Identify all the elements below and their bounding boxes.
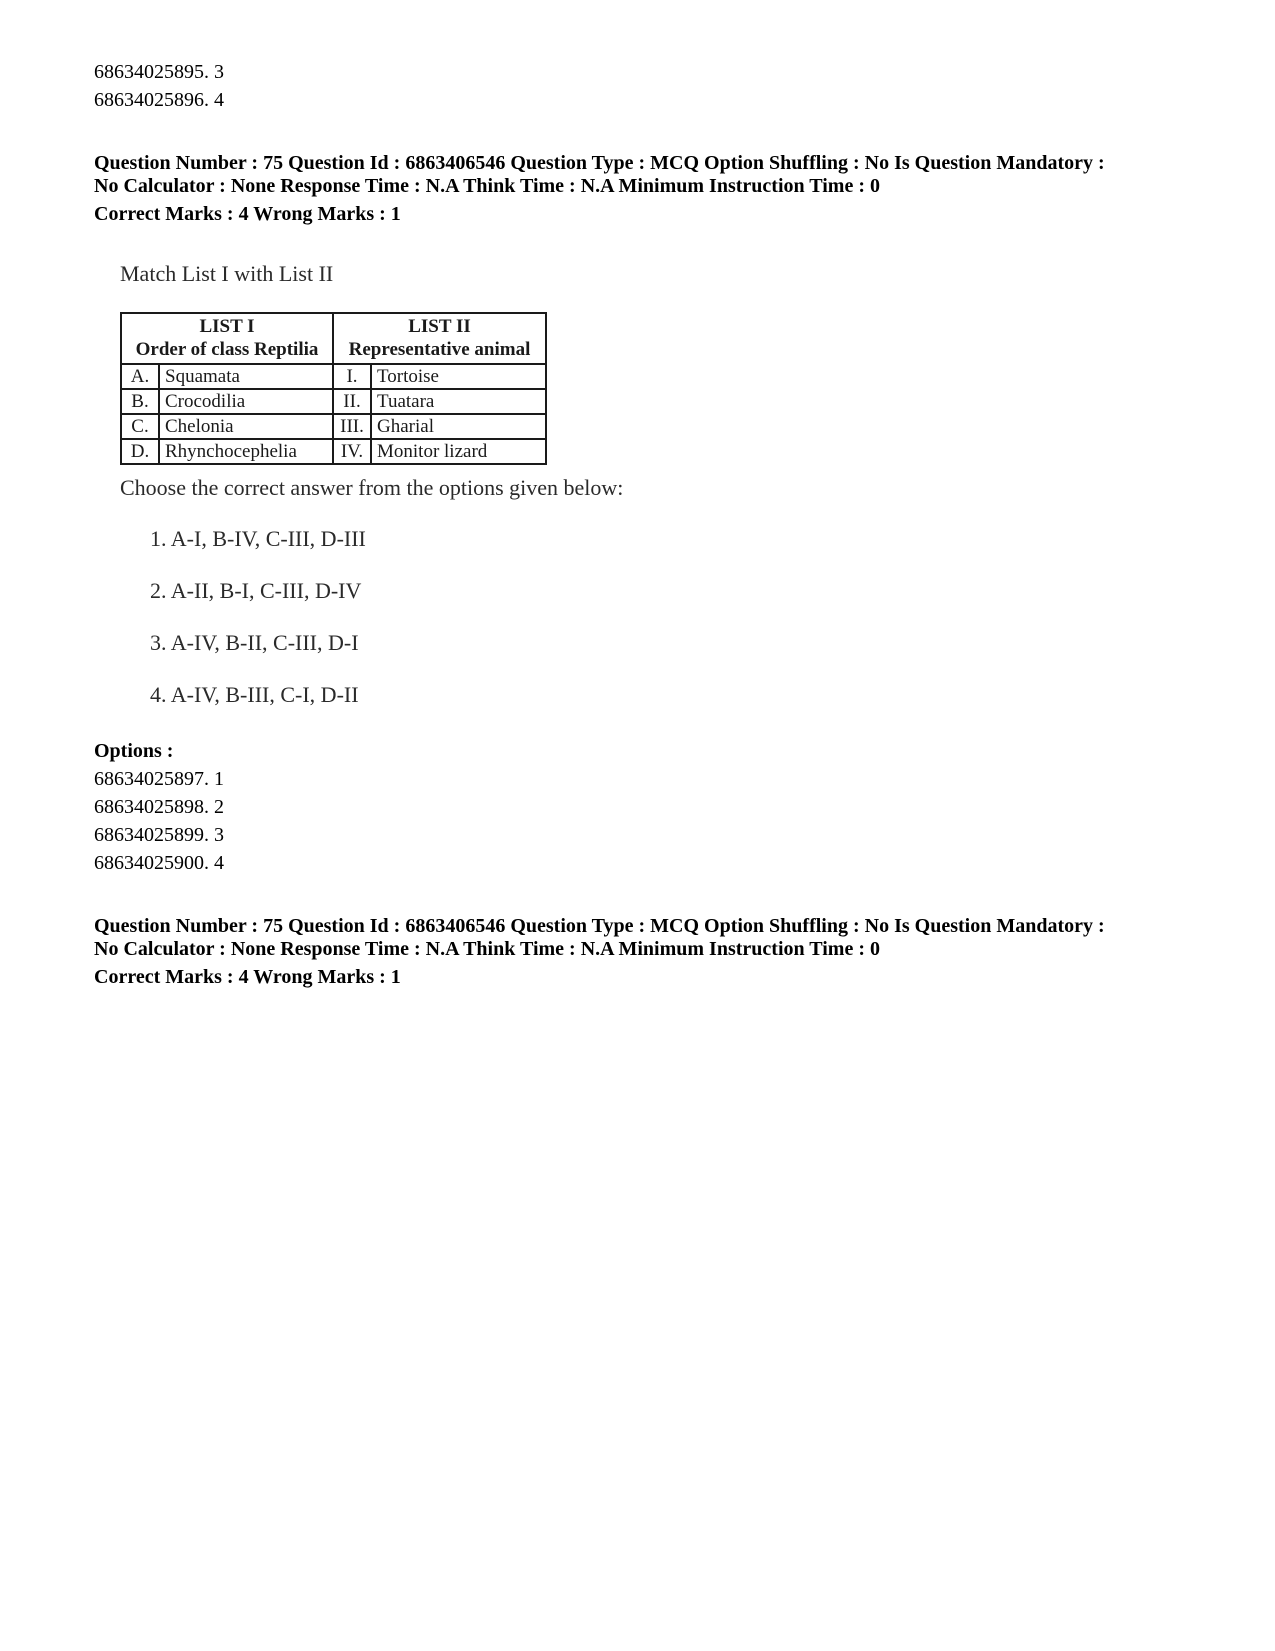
table-row bbox=[121, 439, 546, 464]
question-marks: Correct Marks : 4 Wrong Marks : 1 bbox=[94, 203, 401, 225]
table-row bbox=[121, 364, 546, 389]
question-body bbox=[116, 255, 676, 745]
list1-title: LIST I bbox=[199, 316, 255, 337]
list2-key: IV. bbox=[333, 439, 371, 464]
answer-choice: 4. A-IV, B-III, C-I, D-II bbox=[150, 682, 359, 707]
option-line: 68634025899. 3 bbox=[94, 824, 224, 846]
list2-key: II. bbox=[333, 389, 371, 414]
question-meta-line: No Calculator : None Response Time : N.A Think Time : N.A Minimum Instruction Time : 0 bbox=[94, 938, 880, 960]
list1-header bbox=[121, 313, 333, 364]
list1-subtitle: Order of class Reptilia bbox=[135, 339, 319, 360]
option-line: 68634025898. 2 bbox=[94, 796, 224, 818]
list1-key: A. bbox=[121, 364, 159, 389]
options-label: Options : bbox=[94, 740, 174, 762]
table-row bbox=[121, 389, 546, 414]
table-row bbox=[121, 414, 546, 439]
list2-value: Gharial bbox=[371, 414, 546, 439]
list1-value: Rhynchocephelia bbox=[159, 439, 333, 464]
list1-value: Crocodilia bbox=[159, 389, 333, 414]
list1-key: D. bbox=[121, 439, 159, 464]
list2-subtitle: Representative animal bbox=[348, 339, 531, 360]
answer-choice: 3. A-IV, B-II, C-III, D-I bbox=[150, 630, 359, 655]
option-line: 68634025897. 1 bbox=[94, 768, 224, 790]
list1-key: B. bbox=[121, 389, 159, 414]
option-line: 68634025900. 4 bbox=[94, 852, 224, 874]
list1-value: Chelonia bbox=[159, 414, 333, 439]
table-header-row bbox=[121, 313, 546, 364]
list1-value: Squamata bbox=[159, 364, 333, 389]
option-line: 68634025895. 3 bbox=[94, 61, 224, 83]
list2-key: I. bbox=[333, 364, 371, 389]
answer-choice: 1. A-I, B-IV, C-III, D-III bbox=[150, 526, 366, 551]
question-meta-line: No Calculator : None Response Time : N.A Think Time : N.A Minimum Instruction Time : 0 bbox=[94, 175, 880, 197]
list2-value: Monitor lizard bbox=[371, 439, 546, 464]
list2-value: Tortoise bbox=[371, 364, 546, 389]
question-meta-line: Question Number : 75 Question Id : 6863406546 Question Type : MCQ Option Shuffling : No Is Question Mandatory : bbox=[94, 915, 1105, 937]
choose-instruction: Choose the correct answer from the options given below: bbox=[120, 475, 624, 500]
question-intro: Match List I with List II bbox=[120, 261, 334, 286]
match-table bbox=[120, 312, 547, 465]
list2-value: Tuatara bbox=[371, 389, 546, 414]
question-marks: Correct Marks : 4 Wrong Marks : 1 bbox=[94, 966, 401, 988]
option-line: 68634025896. 4 bbox=[94, 89, 224, 111]
answer-choice: 2. A-II, B-I, C-III, D-IV bbox=[150, 578, 362, 603]
list2-key: III. bbox=[333, 414, 371, 439]
list2-header bbox=[333, 313, 546, 364]
list1-key: C. bbox=[121, 414, 159, 439]
question-meta-line: Question Number : 75 Question Id : 6863406546 Question Type : MCQ Option Shuffling : No Is Question Mandatory : bbox=[94, 152, 1105, 174]
list2-title: LIST II bbox=[408, 316, 471, 337]
